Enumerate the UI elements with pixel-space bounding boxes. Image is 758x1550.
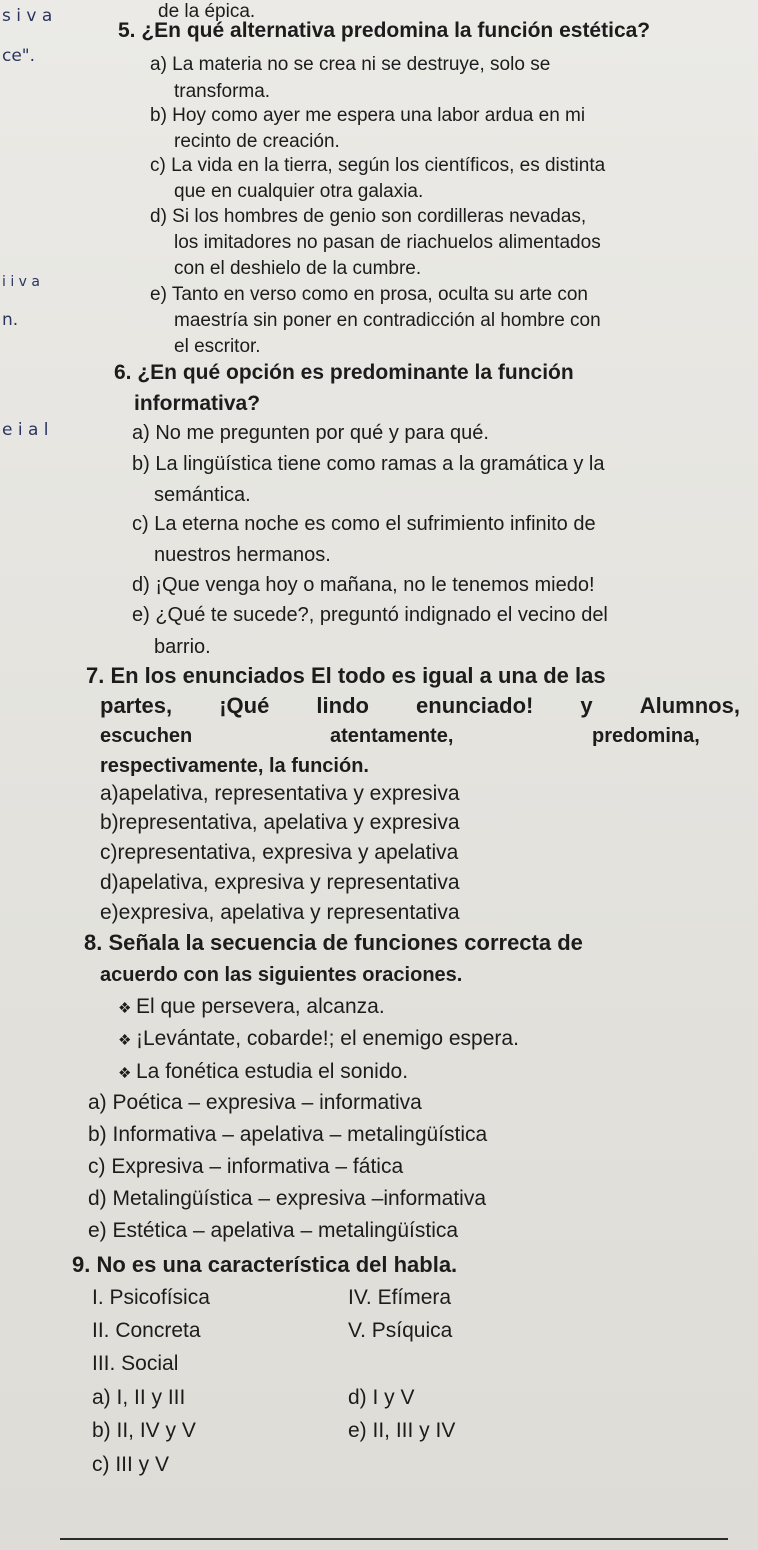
question-7-word: lindo (316, 693, 369, 718)
q7-option-e: e)expresiva, apelativa y representativa (100, 901, 460, 924)
q5-option-b-cont: recinto de creación. (174, 131, 340, 152)
question-7-word: y (580, 693, 593, 718)
q7-option-c: c)representativa, expresiva y apelativa (100, 841, 459, 864)
q9-option-d: d) I y V (348, 1386, 415, 1409)
q7-option-a: a)apelativa, representativa y expresiva (100, 782, 460, 805)
q9-item-iv: IV. Efímera (348, 1286, 452, 1309)
q6-option-d: d) ¡Que venga hoy o mañana, no le tenemos miedo! (132, 574, 595, 596)
question-7-word: ¡Qué (219, 693, 270, 718)
question-6-cont: informativa? (134, 392, 261, 415)
q6-option-c: c) La eterna noche es como el sufrimiento infinito de (132, 513, 596, 535)
diamond-bullet-icon: ❖ (118, 1032, 132, 1049)
question-7-word: atentamente, (330, 725, 454, 747)
q6-option-e-cont: barrio. (154, 636, 211, 658)
q6-option-c-cont: nuestros hermanos. (154, 544, 331, 566)
q8-option-e: e) Estética – apelativa – metalingüística (88, 1219, 459, 1242)
question-7-cont (100, 695, 740, 717)
q5-option-e: e) Tanto en verso como en prosa, oculta su arte con (150, 284, 588, 305)
q6-option-b: b) La lingüística tiene como ramas a la gramática y la (132, 453, 605, 475)
question-7-word: escuchen (100, 725, 193, 747)
q5-option-a-cont: transforma. (174, 81, 271, 102)
q9-option-e: e) II, III y IV (348, 1419, 456, 1442)
question-7-word: Alumnos, (639, 693, 740, 718)
q6-option-b-cont: semántica. (154, 484, 251, 506)
margin-note: e i a l (2, 420, 49, 440)
q8-option-a: a) Poética – expresiva – informativa (88, 1091, 422, 1114)
q9-item-v: V. Psíquica (348, 1319, 453, 1342)
q5-option-d-cont: los imitadores no pasan de riachuelos alimentados (174, 232, 601, 253)
q8-sentence (118, 1061, 408, 1085)
q8-sentence-text: La fonética estudia el sonido. (136, 1060, 409, 1083)
q8-option-d: d) Metalingüística – expresiva –informativa (88, 1187, 487, 1210)
question-6: 6. ¿En qué opción es predominante la función (114, 361, 574, 384)
q6-option-a: a) No me pregunten por qué y para qué. (132, 422, 489, 444)
question-8-cont: acuerdo con las siguientes oraciones. (100, 964, 463, 986)
margin-note: s i v a (2, 6, 53, 26)
margin-note: n. (2, 310, 19, 330)
q8-sentence (118, 996, 385, 1020)
q9-item-i: I. Psicofísica (92, 1286, 210, 1309)
q5-option-e-cont: maestría sin poner en contradicción al hombre con (174, 310, 601, 331)
bottom-rule (60, 1538, 728, 1540)
question-5: 5. ¿En qué alternativa predomina la función estética? (118, 19, 651, 42)
q5-option-c-cont: que en cualquier otra galaxia. (174, 181, 424, 202)
q5-option-c: c) La vida en la tierra, según los científicos, es distinta (150, 155, 606, 176)
diamond-bullet-icon: ❖ (118, 1065, 132, 1082)
q5-option-d: d) Si los hombres de genio son cordilleras nevadas, (150, 206, 587, 227)
q9-item-ii: II. Concreta (92, 1319, 201, 1342)
top-fragment: de la épica. (158, 1, 256, 22)
q9-option-c: c) III y V (92, 1453, 170, 1476)
diamond-bullet-icon: ❖ (118, 1000, 132, 1017)
question-7-word: predomina, (592, 725, 700, 747)
q7-option-d: d)apelativa, expresiva y representativa (100, 871, 460, 894)
q5-option-b: b) Hoy como ayer me espera una labor ardua en mi (150, 105, 586, 126)
q9-item-iii: III. Social (92, 1352, 179, 1375)
q7-option-b: b)representativa, apelativa y expresiva (100, 811, 460, 834)
q8-sentence-text: ¡Levántate, cobarde!; el enemigo espera. (136, 1027, 519, 1050)
q5-option-d-cont: con el deshielo de la cumbre. (174, 258, 422, 279)
question-8: 8. Señala la secuencia de funciones correcta de (84, 930, 583, 955)
q6-option-e: e) ¿Qué te sucede?, preguntó indignado el vecino del (132, 604, 608, 626)
q8-option-b: b) Informativa – apelativa – metalingüística (88, 1123, 488, 1146)
q5-option-e-cont: el escritor. (174, 336, 261, 357)
question-7-word: enunciado! (416, 693, 534, 718)
margin-note: i i v a (2, 274, 40, 290)
q8-sentence-text: El que persevera, alcanza. (136, 995, 385, 1018)
q9-option-a: a) I, II y III (92, 1386, 186, 1409)
question-7: 7. En los enunciados El todo es igual a una de las (86, 663, 606, 688)
q8-option-c: c) Expresiva – informativa – fática (88, 1155, 404, 1178)
q8-sentence (118, 1028, 519, 1052)
question-7-cont: respectivamente, la función. (100, 755, 369, 777)
question-9: 9. No es una característica del habla. (72, 1252, 458, 1277)
margin-note: ce". (2, 46, 36, 66)
q9-option-b: b) II, IV y V (92, 1419, 196, 1442)
q5-option-a: a) La materia no se crea ni se destruye, solo se (150, 54, 551, 75)
question-7-word: partes, (100, 693, 173, 718)
